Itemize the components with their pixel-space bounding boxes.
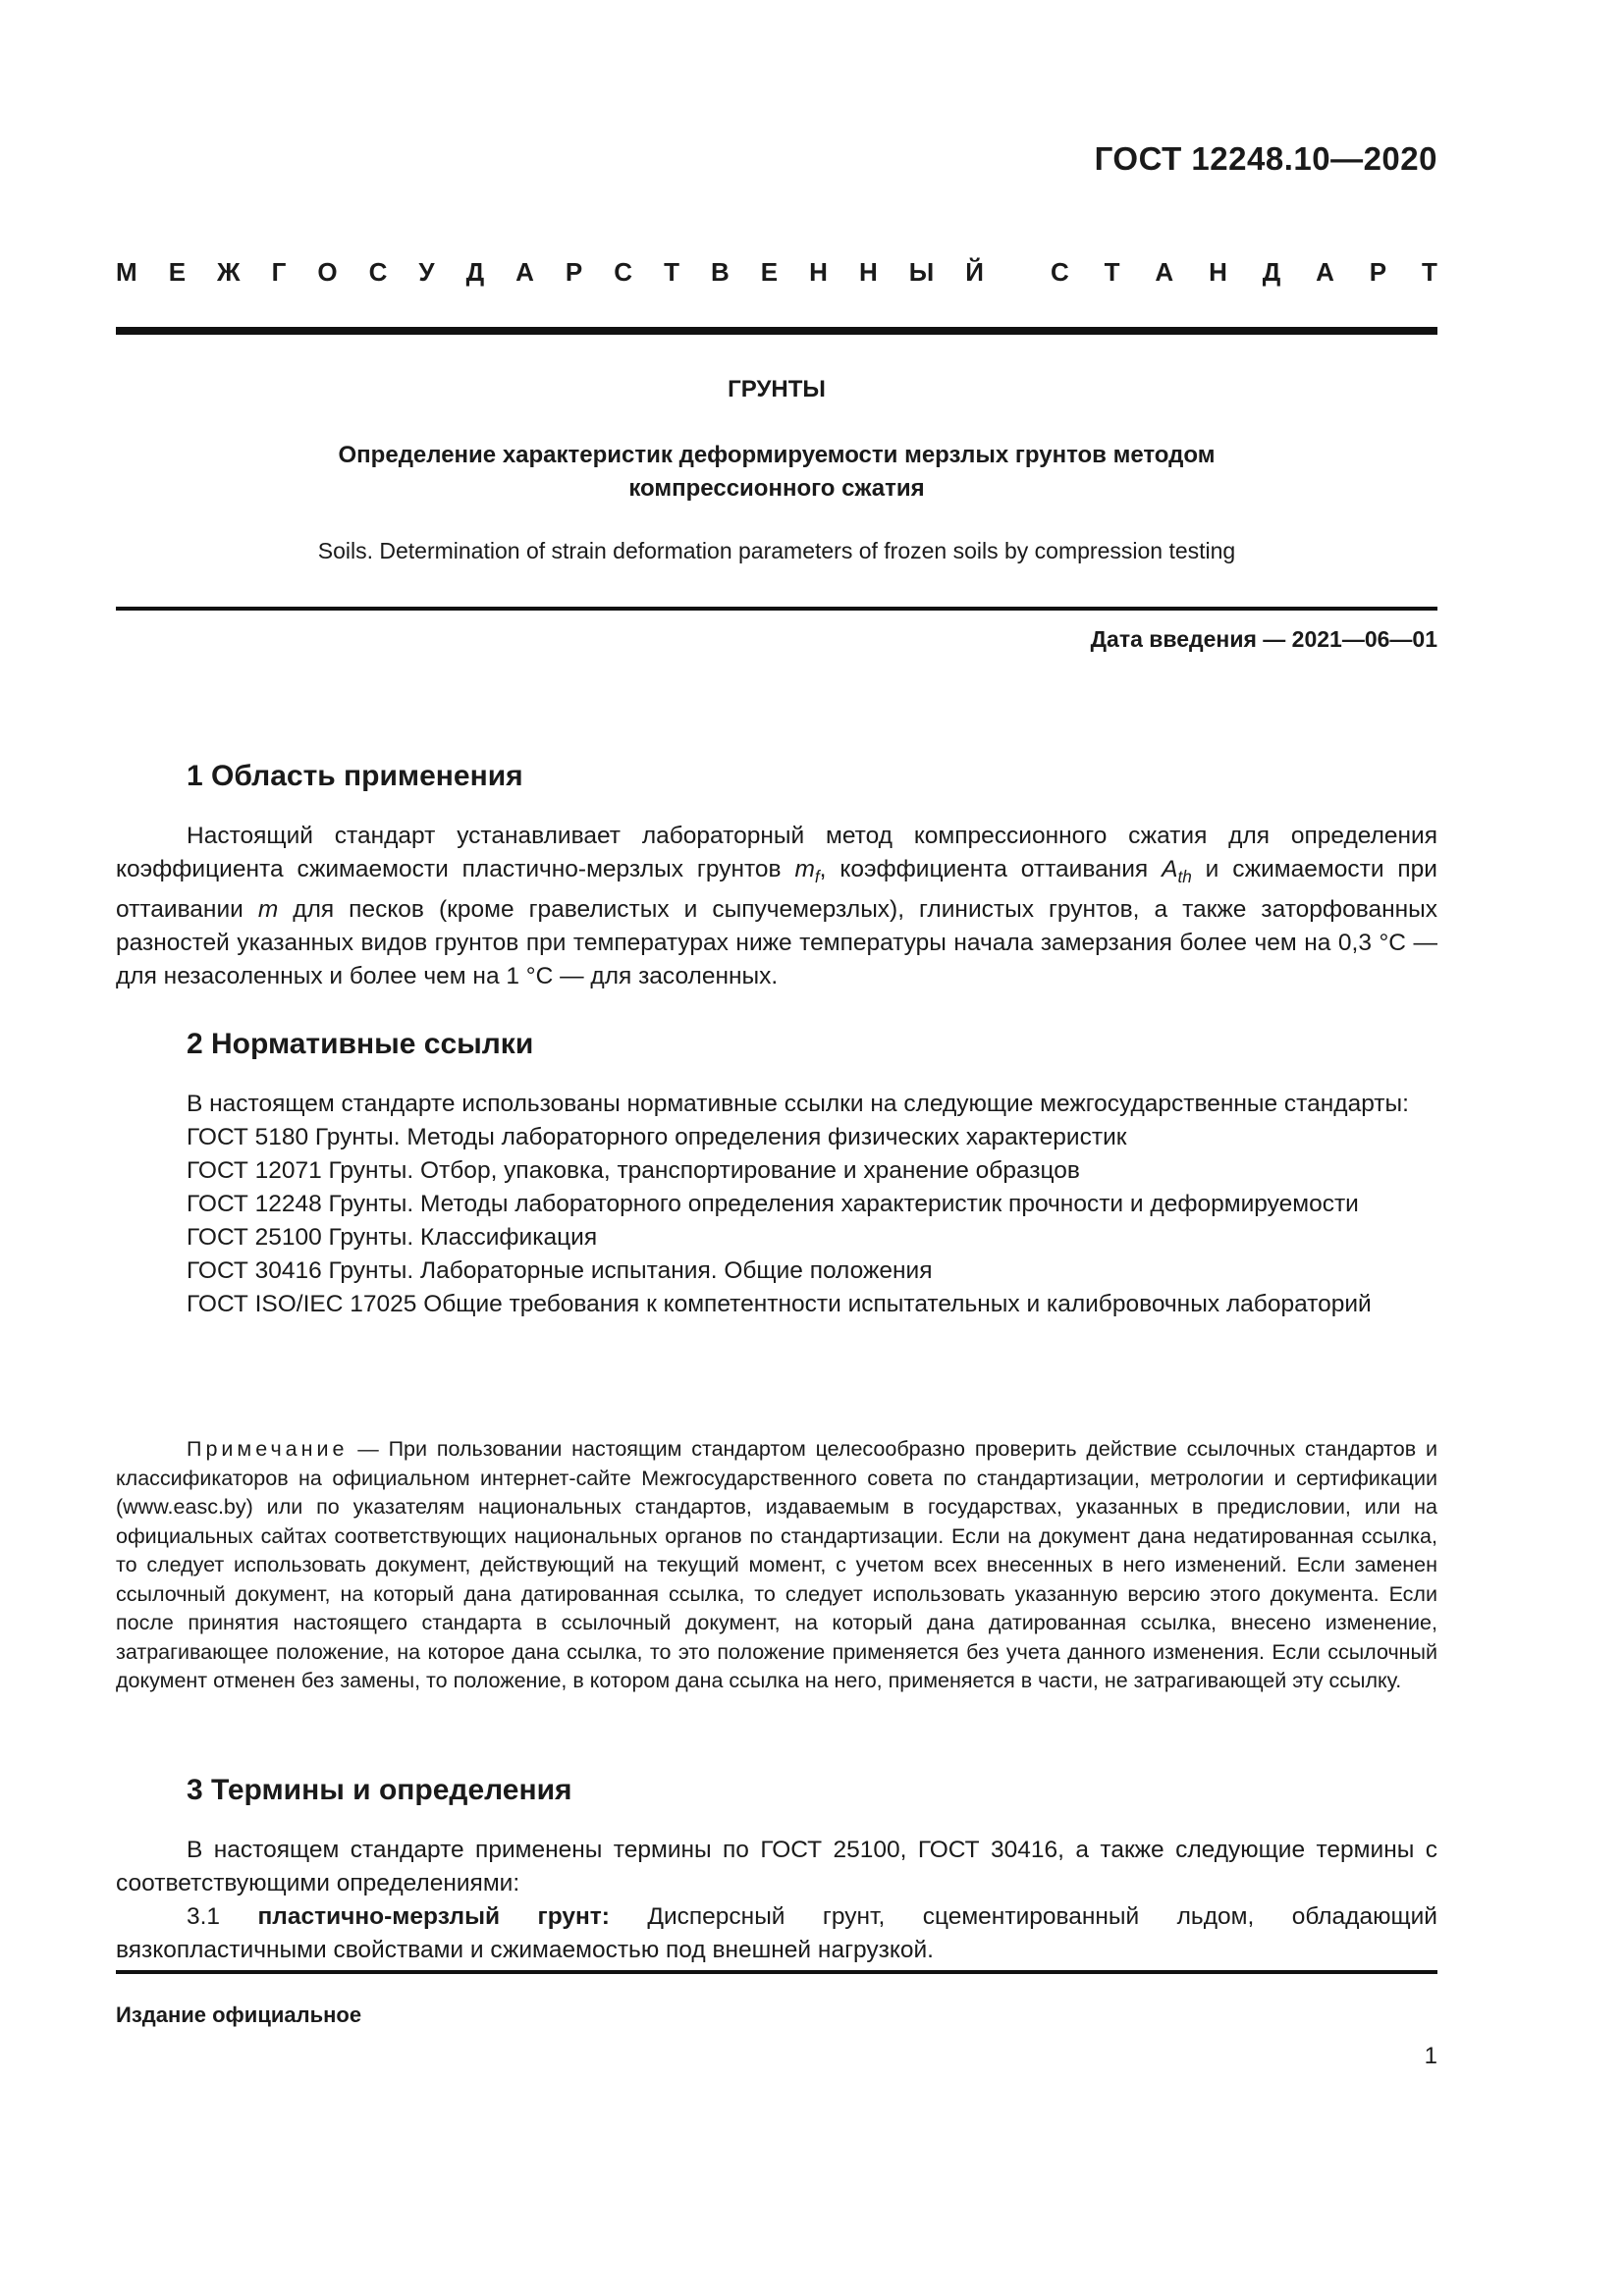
banner-letter: А	[1155, 257, 1174, 287]
banner-letter: С	[368, 257, 388, 287]
banner-letter: Е	[168, 257, 187, 287]
banner-letter: Т	[664, 257, 679, 287]
banner-letter: Е	[760, 257, 779, 287]
interstate-word-2	[1051, 257, 1437, 288]
banner-letter: М	[116, 257, 137, 287]
banner-letter: Н	[858, 257, 878, 287]
scope-text-4: для песков (кроме гравелистых и сыпучемерзлых), глинистых грунтов, а также заторфованных разностей указанных видов грунтов при температурах ниже температуры начала замерзания более чем на 0,3 °С — для незасоленных и более чем на 1 °С — для засоленных.	[116, 895, 1438, 989]
english-title: Soils. Determination of strain deformation parameters of frozen soils by compression testing	[317, 538, 1236, 563]
note-label: Примечание	[187, 1437, 349, 1461]
interstate-word-1	[116, 257, 984, 288]
reference-item: ГОСТ 25100 Грунты. Классификация	[187, 1224, 598, 1251]
banner-letter: Г	[271, 257, 287, 287]
banner-letter: Р	[1369, 257, 1387, 287]
references-note	[116, 1435, 1437, 1696]
term-number: 3.1	[187, 1903, 258, 1930]
scope-text-1: Настоящий стандарт устанавливает лабораторный метод компрессионного сжатия для определения коэффициента сжимаемости пластично-мерзлых грунтов	[116, 823, 1437, 882]
reference-item: ГОСТ 12248 Грунты. Методы лабораторного определения характеристик прочности и деформируемости	[187, 1191, 1359, 1217]
banner-letter: О	[317, 257, 338, 287]
scope-paragraph	[116, 820, 1437, 993]
banner-letter: Д	[465, 257, 485, 287]
interstate-standard-banner	[116, 257, 1437, 288]
symbol-m: m	[794, 856, 815, 882]
banner-letter: Т	[1104, 257, 1120, 287]
document-title: ГРУНТЫ	[728, 376, 826, 402]
banner-letter: У	[418, 257, 435, 287]
banner-letter: Д	[1262, 257, 1281, 287]
terms-intro: В настоящем стандарте применены термины по ГОСТ 25100, ГОСТ 30416, а также следующие термины с соответствующими определениями:	[116, 1837, 1437, 1896]
page-number: 1	[1424, 2043, 1437, 2069]
reference-item: ГОСТ 5180 Грунты. Методы лабораторного определения физических характеристик	[187, 1124, 1127, 1150]
section-2-body	[116, 1088, 1437, 1321]
introduction-date: Дата введения — 2021—06—01	[1090, 626, 1437, 652]
banner-letter: В	[710, 257, 730, 287]
subtitle-line-1: Определение характеристик деформируемости мерзлых грунтов методом	[338, 442, 1216, 468]
symbol-sub-f: f	[814, 866, 820, 886]
banner-letter: С	[1051, 257, 1069, 287]
section-3-heading: 3 Термины и определения	[187, 1774, 572, 1806]
section-1-body	[116, 820, 1437, 993]
term-name: пластично-мерзлый грунт:	[257, 1903, 610, 1930]
banner-letter: А	[1316, 257, 1334, 287]
section-1-heading: 1 Область применения	[187, 760, 523, 792]
document-subtitle	[116, 439, 1437, 506]
gost-number: ГОСТ 12248.10—2020	[1094, 140, 1437, 177]
banner-letter: Ы	[908, 257, 935, 287]
note-paragraph	[116, 1435, 1437, 1696]
section-3-body	[116, 1834, 1437, 1967]
reference-item: ГОСТ ISO/IEC 17025 Общие требования к компетентности испытательных и калибровочных лабораторий	[187, 1291, 1372, 1317]
note-text: — При пользовании настоящим стандартом целесообразно проверить действие ссылочных стандартов и классификаторов на официальном интернет-сайте Межгосударственного совета по стандартизации, метрологии и сертификации (www.easc.by) или по указателям национальных стандартов, издаваемым в государствах, указанных в предисловии, или на официальных сайтах соответствующих национальных органов по стандартизации. Если на документ дана недатированная ссылка, то следует использовать документ, действующий на текущий момент, с учетом всех внесенных в него изменений. Если заменен ссылочный документ, на который дана датированная ссылка, то следует использовать указанную версию этого документа. Если после принятия настоящего стандарта в ссылочный документ, на который дана датированная ссылка, внесено изменение, затрагивающее положение, на которое дана ссылка, то это положение применяется без учета данного изменения. Если ссылочный документ отменен без замены, то положение, в котором дана ссылка на него, применяется в части, не затрагивающей эту ссылку.	[116, 1437, 1437, 1692]
symbol-m2: m	[257, 895, 279, 923]
symbol-sub-th: th	[1177, 866, 1192, 886]
banner-letter: Т	[1422, 257, 1437, 287]
symbol-A: A	[1162, 856, 1178, 882]
scope-text-3: и сжимаемости при оттаивании	[116, 856, 1437, 923]
footer-rule	[116, 1970, 1437, 1974]
banner-letter: С	[614, 257, 633, 287]
term-definition	[116, 1900, 1437, 1967]
title-rule	[116, 607, 1437, 611]
reference-item: ГОСТ 12071 Грунты. Отбор, упаковка, транспортирование и хранение образцов	[187, 1157, 1080, 1184]
subtitle-line-2: компрессионного сжатия	[628, 475, 925, 502]
reference-item: ГОСТ 30416 Грунты. Лабораторные испытания. Общие положения	[187, 1257, 933, 1284]
banner-letter: Й	[965, 257, 984, 287]
scope-text-2: , коэффициента оттаивания	[819, 856, 1163, 882]
section-2-heading: 2 Нормативные ссылки	[187, 1028, 534, 1060]
banner-letter: Н	[1209, 257, 1227, 287]
banner-letter: Н	[809, 257, 828, 287]
banner-letter: Р	[565, 257, 583, 287]
references-intro: В настоящем стандарте использованы нормативные ссылки на следующие межгосударственные стандарты:	[187, 1091, 1409, 1117]
banner-letter: Ж	[217, 257, 241, 287]
official-edition: Издание официальное	[116, 2002, 362, 2027]
banner-letter: А	[515, 257, 534, 287]
term-text: Дисперсный грунт, сцементированный льдом, обладающий вязкопластичными свойствами и сжимаемостью под внешней нагрузкой.	[116, 1903, 1437, 1963]
header-rule	[116, 327, 1437, 335]
